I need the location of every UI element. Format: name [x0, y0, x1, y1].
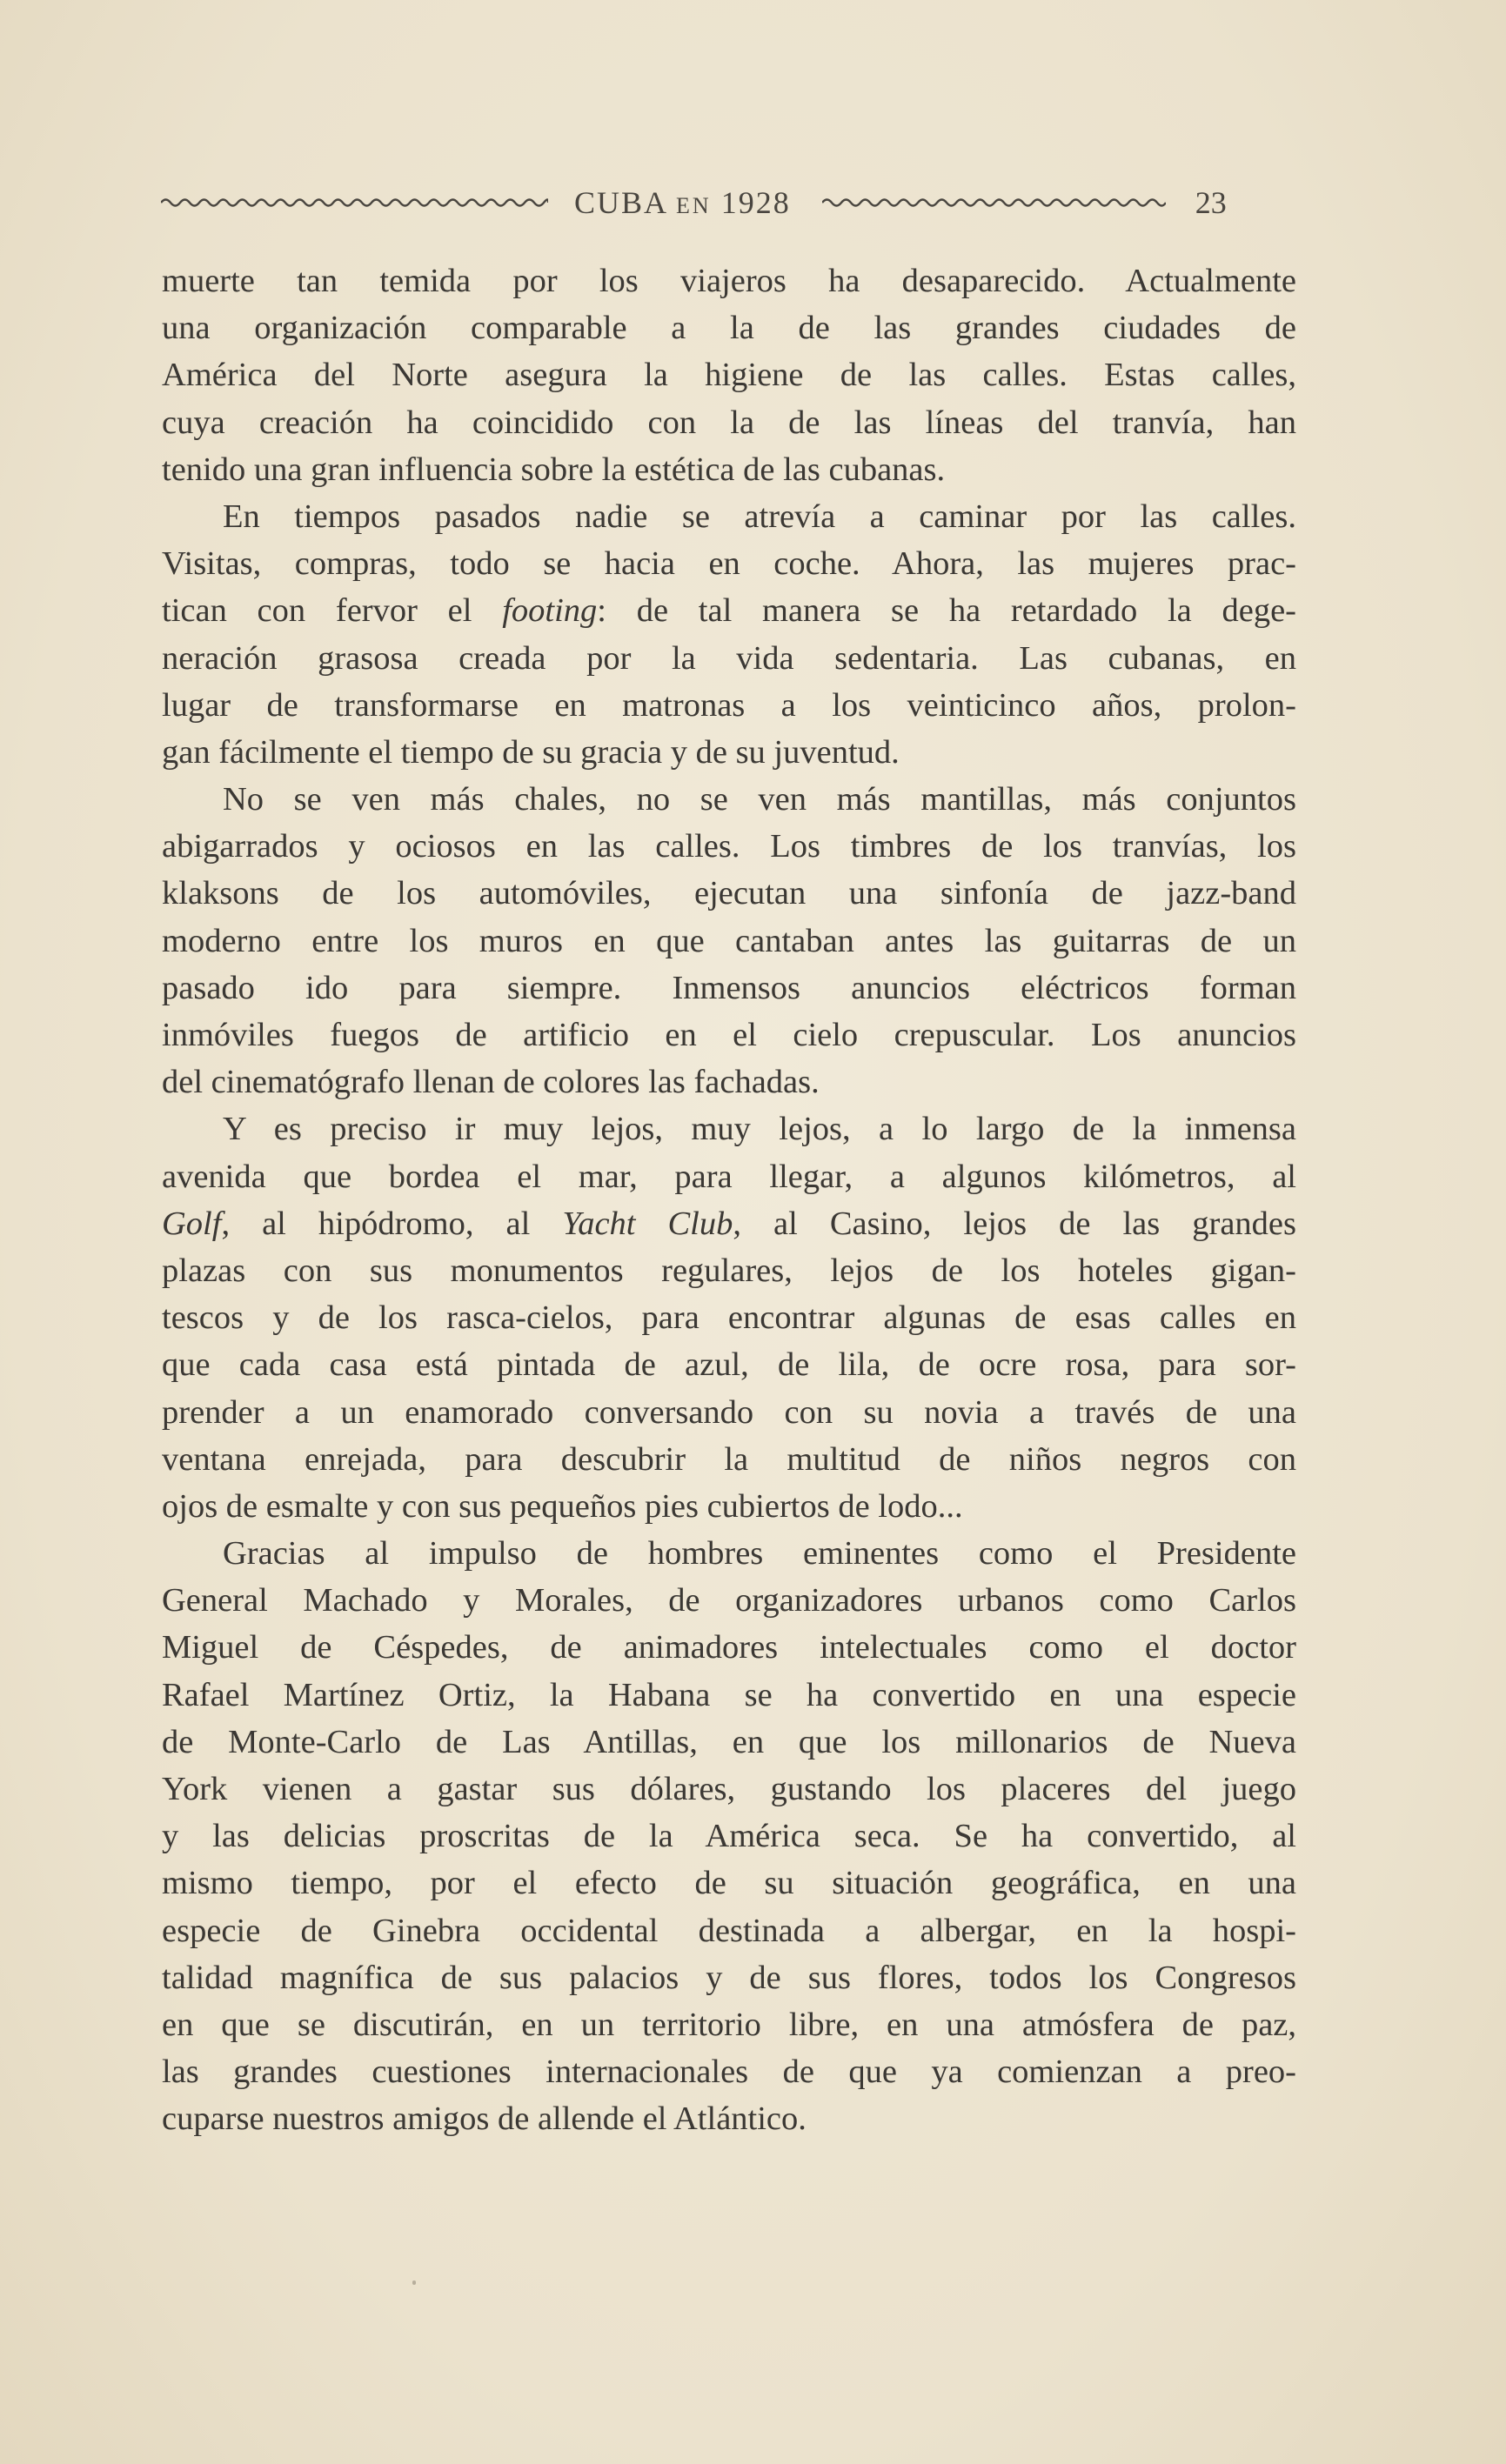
text-line: abigarrados y ociosos en las calles. Los timbres de los tranvías, los: [162, 828, 1296, 865]
text-line: General Machado y Morales, de organizadores urbanos como Carlos: [162, 1582, 1296, 1619]
running-header: [161, 181, 1292, 224]
text-line: las grandes cuestiones internacionales de que ya comienzan a preo-: [162, 2053, 1296, 2091]
text-line: ojos de esmalte y con sus pequeños pies cubiertos de lodo...: [162, 1487, 963, 1525]
text-line: Gracias al impulso de hombres eminentes como el Presidente: [223, 1535, 1296, 1573]
text-line: especie de Ginebra occidental destinada a albergar, en la hospi-: [162, 1912, 1296, 1949]
running-title-main: CUBA: [574, 185, 667, 220]
text-line: tican con fervor el footing: de tal manera se ha retardado la dege-: [162, 592, 1296, 630]
text-line: Y es preciso ir muy lejos, muy lejos, a lo largo de la inmensa: [223, 1111, 1296, 1148]
running-title-year: 1928: [720, 185, 791, 220]
wavy-rule-left-icon: [161, 197, 548, 209]
running-title-preposition: EN: [676, 193, 712, 218]
text-line: klaksons de los automóviles, ejecutan una sinfonía de jazz-band: [162, 875, 1296, 912]
text-line: mismo tiempo, por el efecto de su situación geográfica, en una: [162, 1865, 1296, 1902]
text-line: en que se discutirán, en un territorio libre, en una atmósfera de paz,: [162, 2006, 1296, 2043]
text-line: una organización comparable a la de las grandes ciudades de: [162, 310, 1296, 347]
text-line: York vienen a gastar sus dólares, gustando los placeres del juego: [162, 1771, 1296, 1807]
text-line: pasado ido para siempre. Inmensos anuncios eléctricos forman: [162, 969, 1296, 1006]
running-title: [574, 184, 791, 221]
text-line: Rafael Martínez Ortiz, la Habana se ha convertido en una especie: [162, 1676, 1296, 1713]
page-number: 23: [1195, 185, 1227, 220]
text-line: Miguel de Céspedes, de animadores intelectuales como el doctor: [162, 1629, 1296, 1666]
text-line: de Monte-Carlo de Las Antillas, en que los millonarios de Nueva: [162, 1723, 1296, 1760]
text-line: lugar de transformarse en matronas a los veinticinco años, prolon-: [162, 686, 1296, 724]
text-line: tenido una gran influencia sobre la estética de las cubanas.: [162, 451, 946, 488]
text-line: plazas con sus monumentos regulares, lejos de los hoteles gigan-: [162, 1252, 1296, 1289]
text-line: que cada casa está pintada de azul, de lila, de ocre rosa, para sor-: [162, 1346, 1296, 1384]
text-line: Golf, al hipódromo, al Yacht Club, al Casino, lejos de las grandes: [162, 1205, 1296, 1242]
text-line: Visitas, compras, todo se hacia en coche. Ahora, las mujeres prac-: [162, 545, 1296, 583]
text-line: tescos y de los rasca-cielos, para encontrar algunas de esas calles en: [162, 1299, 1296, 1337]
text-line: prender a un enamorado conversando con su novia a través de una: [162, 1393, 1296, 1431]
text-line: avenida que bordea el mar, para llegar, a algunos kilómetros, al: [162, 1158, 1296, 1195]
body-text: [162, 257, 1296, 2143]
text-line: neración grasosa creada por la vida sedentaria. Las cubanas, en: [162, 639, 1296, 677]
wavy-rule-right-icon: [822, 197, 1166, 209]
text-line: moderno entre los muros en que cantaban antes las guitarras de un: [162, 922, 1296, 959]
text-line: talidad magnífica de sus palacios y de sus flores, todos los Congresos: [162, 1959, 1296, 1996]
text-line: No se ven más chales, no se ven más mantillas, más conjuntos: [223, 781, 1296, 818]
text-line: América del Norte asegura la higiene de las calles. Estas calles,: [162, 357, 1296, 394]
text-line: y las delicias proscritas de la América seca. Se ha convertido, al: [162, 1818, 1296, 1855]
text-line: del cinematógrafo llenan de colores las fachadas.: [162, 1064, 820, 1101]
text-line: cuya creación ha coincidido con la de las líneas del tranvía, han: [162, 404, 1296, 441]
text-line: ventana enrejada, para descubrir la multitud de niños negros con: [162, 1440, 1296, 1478]
text-line: inmóviles fuegos de artificio en el cielo crepuscular. Los anuncios: [162, 1017, 1296, 1053]
text-line: cuparse nuestros amigos de allende el Atlántico.: [162, 2100, 807, 2138]
paper-speck: [412, 2280, 416, 2285]
text-line: En tiempos pasados nadie se atrevía a caminar por las calles.: [223, 497, 1296, 535]
text-line: muerte tan temida por los viajeros ha desaparecido. Actualmente: [162, 263, 1296, 299]
text-line: gan fácilmente el tiempo de su gracia y de su juventud.: [162, 733, 900, 771]
